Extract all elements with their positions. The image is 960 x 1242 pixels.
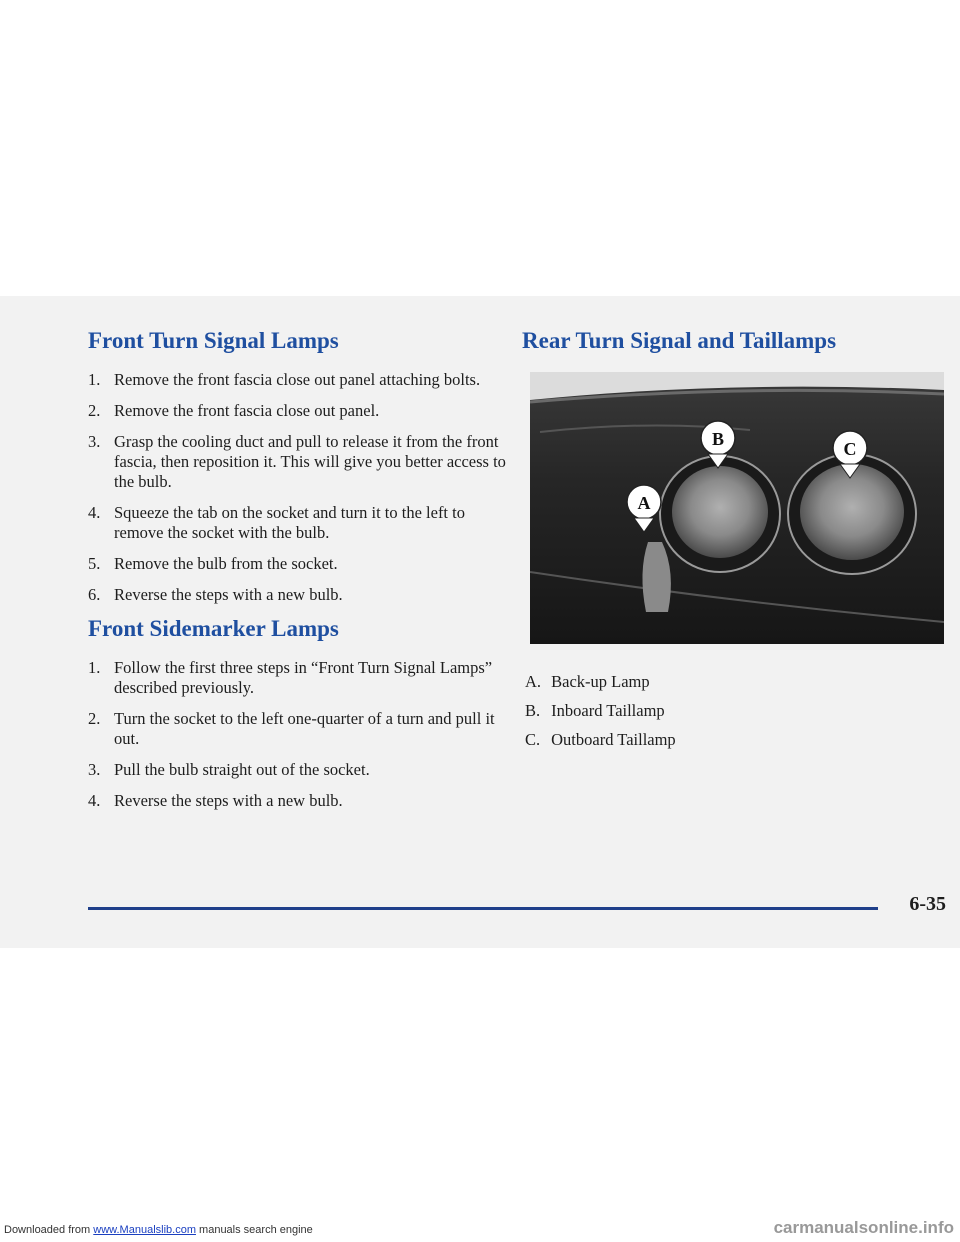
list-item: 4. Reverse the steps with a new bulb. bbox=[88, 791, 343, 810]
section-heading-rear-turn-signal: Rear Turn Signal and Taillamps bbox=[522, 328, 837, 353]
list-item: 3. Grasp the cooling duct and pull to release it from the front fascia, then reposition it. This will give you better access to the bulb. bbox=[88, 432, 506, 491]
photo-legend bbox=[525, 672, 952, 750]
steps-front-turn-signal bbox=[88, 370, 508, 605]
section-heading-front-turn-signal: Front Turn Signal Lamps bbox=[88, 328, 339, 353]
list-item: B. Inboard Taillamp bbox=[525, 701, 665, 720]
list-item: 4. Squeeze the tab on the socket and turn it to the left to remove the socket with the bulb. bbox=[88, 503, 465, 542]
outboard-taillamp-lens bbox=[800, 464, 904, 560]
page-number: 6-35 bbox=[909, 893, 946, 915]
manualslib-link[interactable]: www.Manualslib.com bbox=[93, 1224, 196, 1236]
svg-text:B: B bbox=[711, 429, 725, 449]
footer-rule bbox=[88, 907, 878, 910]
svg-text:A: A bbox=[637, 493, 651, 513]
taillamp-illustration bbox=[530, 372, 944, 644]
inboard-taillamp-lens bbox=[672, 466, 768, 558]
list-item: 6. Reverse the steps with a new bulb. bbox=[88, 585, 343, 604]
list-item: 1. Remove the front fascia close out panel attaching bolts. bbox=[88, 370, 481, 389]
list-item: 1. Follow the first three steps in “Front Turn Signal Lamps” described previously. bbox=[88, 658, 493, 697]
watermark: carmanualsonline.info bbox=[773, 1218, 954, 1237]
taillamp-photo bbox=[530, 372, 944, 644]
right-column bbox=[522, 328, 952, 759]
list-item: 5. Remove the bulb from the socket. bbox=[88, 554, 338, 573]
list-item: C. Outboard Taillamp bbox=[525, 730, 676, 749]
list-item: 2. Remove the front fascia close out panel. bbox=[88, 401, 380, 420]
list-item: 3. Pull the bulb straight out of the socket. bbox=[88, 760, 370, 779]
svg-text:C: C bbox=[843, 439, 857, 459]
steps-front-sidemarker bbox=[88, 658, 508, 811]
download-footer: Downloaded from www.Manualslib.com manuals search engine bbox=[4, 1224, 313, 1236]
top-margin bbox=[0, 0, 960, 296]
list-item: A. Back-up Lamp bbox=[525, 672, 650, 691]
section-heading-front-sidemarker: Front Sidemarker Lamps bbox=[88, 616, 339, 641]
list-item: 2. Turn the socket to the left one-quarter of a turn and pull it out. bbox=[88, 709, 495, 748]
left-column bbox=[88, 328, 508, 822]
